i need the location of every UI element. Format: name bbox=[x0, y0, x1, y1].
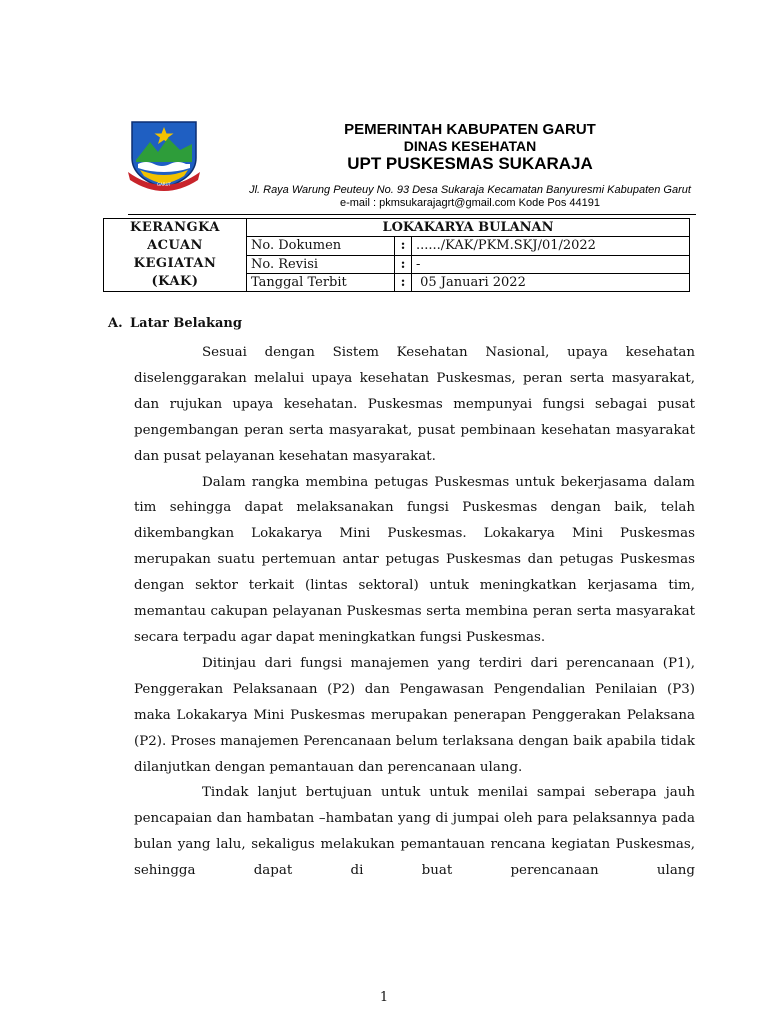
letterhead-contact: e-mail : pkmsukarajagrt@gmail.com Kode Pos 44191 bbox=[339, 197, 600, 209]
letterhead-department: DINAS KESEHATAN bbox=[403, 138, 537, 154]
garut-regency-emblem-icon bbox=[124, 118, 204, 192]
field-value: ....../KAK/PKM.SKJ/01/2022 bbox=[412, 237, 690, 255]
section-body bbox=[134, 340, 695, 884]
document-type-line: ACUAN bbox=[147, 238, 203, 253]
paragraph: Ditinjau dari fungsi manajemen yang terdiri dari perencanaan (P1), Penggerakan Pelaksanaan (P2) dan Pengawasan Pengendalian Penilaian (P3) maka Lokakarya Mini Puskesmas merupakan penerapan Penggerakan Pelaksana (P2). Proses manajemen Perencanaan belum terlaksana dengan baik apabila tidak dilanjutkan dengan pemantauan dan perencanaan ulang. bbox=[134, 655, 695, 775]
letterhead-government: PEMERINTAH KABUPATEN GARUT bbox=[344, 121, 596, 138]
field-value: 05 Januari 2022 bbox=[412, 273, 690, 291]
document-type-line: (KAK) bbox=[151, 274, 199, 289]
paragraph: Dalam rangka membina petugas Puskesmas untuk bekerjasama dalam tim sehingga dapat melaksanakan fungsi Puskesmas dengan baik, telah dikembangkan Lokakarya Mini Puskesmas. Lokakarya Mini Puskesmas merupakan suatu pertemuan antar petugas Puskesmas dan petugas Puskesmas dengan sektor terkait (lintas sektoral) untuk meningkatkan kerjasama tim, memantau cakupan pelayanan Puskesmas serta membina peran serta masyarakat secara terpadu agar dapat meningkatkan fungsi Puskesmas. bbox=[134, 474, 695, 645]
section-title: Latar Belakang bbox=[130, 316, 242, 331]
activity-title: LOKAKARYA BULANAN bbox=[247, 219, 690, 237]
field-value: - bbox=[412, 255, 690, 273]
section-number: A. bbox=[108, 316, 123, 331]
letterhead-unit: UPT PUSKESMAS SUKARAJA bbox=[347, 154, 593, 173]
field-separator: : bbox=[395, 273, 412, 291]
page-number: 1 bbox=[379, 990, 389, 1005]
document-type-line: KEGIATAN bbox=[133, 256, 217, 271]
letterhead-address: Jl. Raya Warung Peuteuy No. 93 Desa Sukaraja Kecamatan Banyuresmi Kabupaten Garut bbox=[249, 184, 691, 196]
document-type-cell bbox=[104, 219, 247, 292]
field-label: No. Revisi bbox=[247, 255, 395, 273]
section-heading bbox=[108, 316, 242, 331]
svg-text:GARUT: GARUT bbox=[157, 182, 171, 187]
letterhead-divider bbox=[128, 214, 696, 215]
document-type-line: KERANGKA bbox=[130, 220, 220, 235]
field-separator: : bbox=[395, 237, 412, 255]
paragraph: Sesuai dengan Sistem Kesehatan Nasional, upaya kesehatan diselenggarakan melalui upaya kesehatan Puskesmas, peran serta masyarakat, dan rujukan upaya kesehatan. Puskesmas mempunyai fungsi sebagai pusat pengembangan peran serta masyarakat, pusat pembinaan kesehatan masyarakat dan pusat pelayanan kesehatan masyarakat. bbox=[134, 345, 695, 464]
document-info-table bbox=[103, 218, 690, 292]
paragraph: Tindak lanjut bertujuan untuk untuk menilai sampai seberapa jauh pencapaian dan hambatan –hambatan yang di jumpai oleh para pelaksannya pada bulan yang lalu, sekaligus melakukan pemantauan rencana kegiatan Puskesmas, sehingga dapat di buat perencanaan ulang bbox=[134, 785, 695, 879]
field-separator: : bbox=[395, 255, 412, 273]
field-label: No. Dokumen bbox=[247, 237, 395, 255]
field-label: Tanggal Terbit bbox=[247, 273, 395, 291]
